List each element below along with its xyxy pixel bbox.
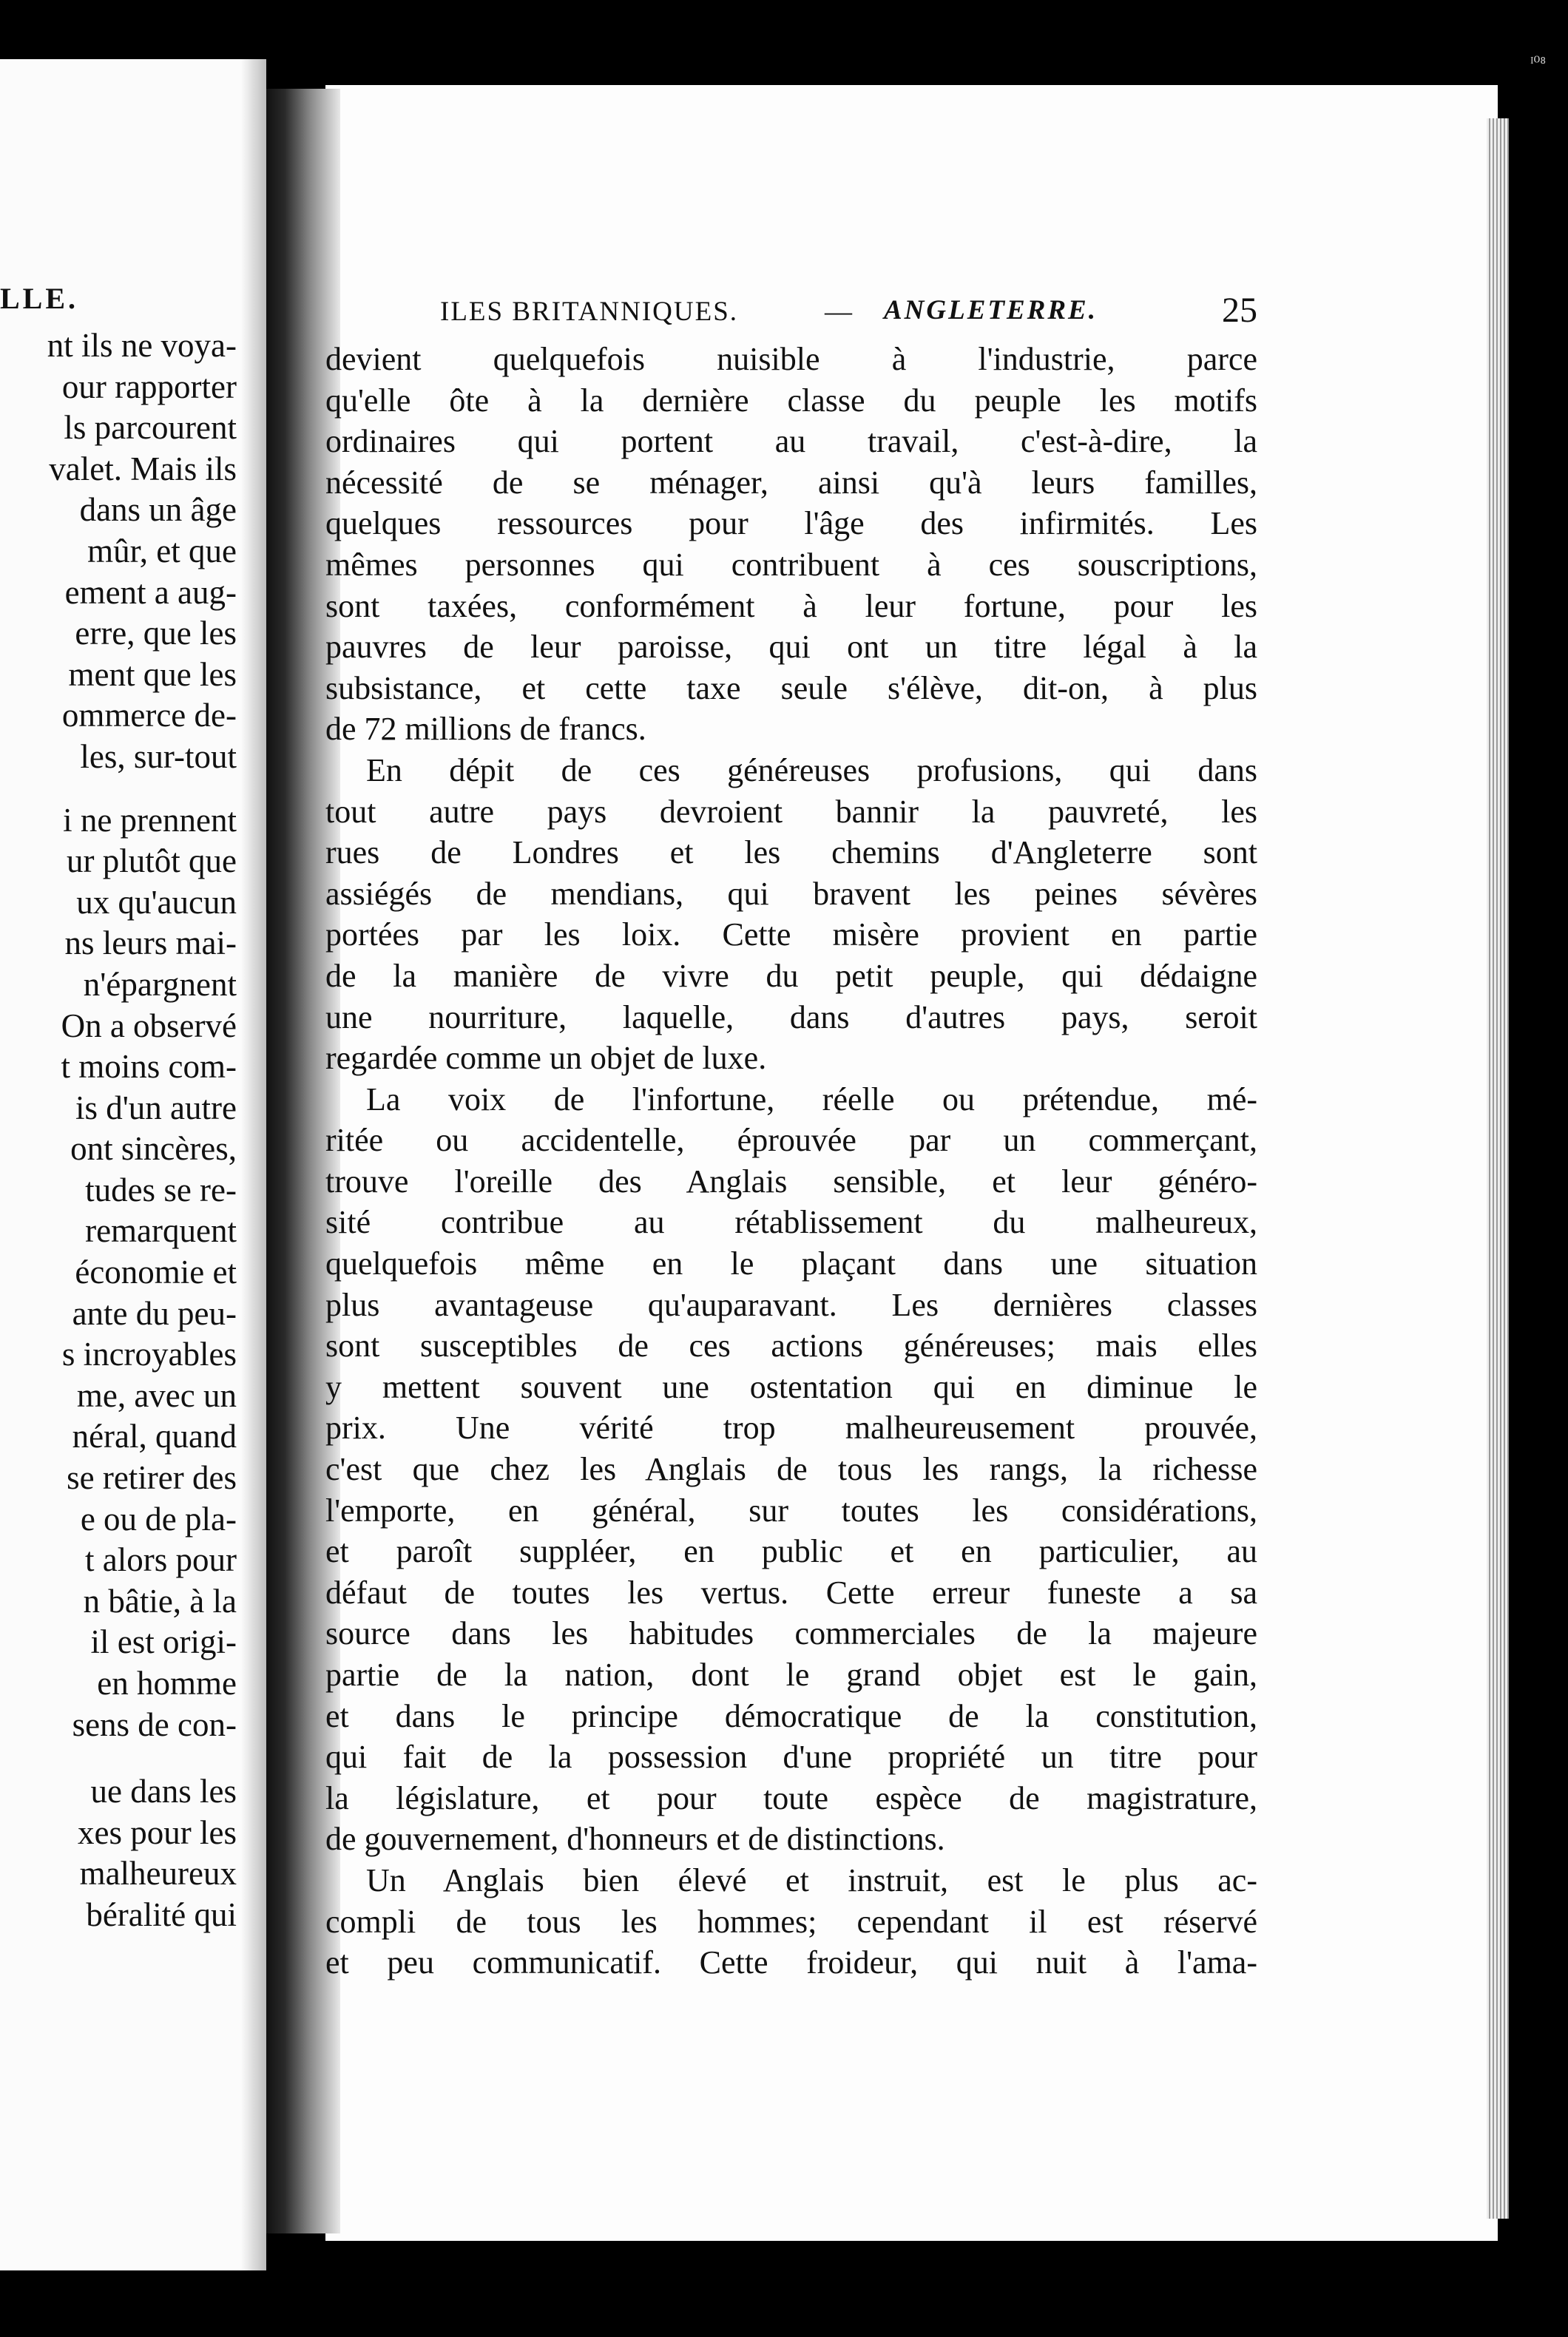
left-page-shadow — [241, 59, 266, 2270]
text-line: défaut de toutes les vertus. Cette erreur funeste a sa — [325, 1574, 1257, 1611]
left-line: xes pour les — [78, 1813, 237, 1851]
text-line: source dans les habitudes commerciales de la majeure — [325, 1615, 1257, 1652]
left-line: e ou de pla- — [80, 1500, 237, 1538]
header-dash: — — [825, 297, 852, 327]
left-line: sens de con- — [72, 1705, 237, 1743]
text-line: l'emporte, en général, sur toutes les considérations, — [325, 1492, 1257, 1529]
left-line: ont sincères, — [70, 1130, 237, 1168]
left-line: se retirer des — [67, 1459, 237, 1497]
text-line: et paroît suppléer, en public et en particulier, au — [325, 1533, 1257, 1570]
text-line: nécessité de se ménager, ainsi qu'à leurs familles, — [325, 464, 1257, 501]
text-line: quelquefois même en le plaçant dans une situation — [325, 1245, 1257, 1282]
page-edges — [1487, 118, 1509, 2219]
left-line: t moins com- — [61, 1048, 237, 1086]
left-line: our rapporter — [61, 368, 237, 405]
text-line: ritée ou accidentelle, éprouvée par un commerçant, — [325, 1122, 1257, 1159]
text-line: mêmes personnes qui contribuent à ces souscriptions, — [325, 546, 1257, 583]
left-line: t alors pour — [85, 1541, 237, 1579]
text-line: plus avantageuse qu'auparavant. Les dernières classes — [325, 1286, 1257, 1323]
text-line: c'est que chez les Anglais de tous les rangs, la richesse — [325, 1451, 1257, 1488]
text-line: sont susceptibles de ces actions généreuses; mais elles — [325, 1328, 1257, 1364]
left-line: n bâtie, à la — [83, 1582, 237, 1620]
text-line: tout autre pays devroient bannir la pauvreté, les — [325, 793, 1257, 830]
left-line: tudes se re- — [85, 1171, 237, 1208]
text-line: compli de tous les hommes; cependant il est réservé — [325, 1903, 1257, 1940]
left-line: is d'un autre — [75, 1089, 237, 1126]
text-line: ordinaires qui portent au travail, c'est-à-dire, la — [325, 423, 1257, 460]
page-number: 25 — [1222, 291, 1257, 330]
text-line: Un Anglais bien élevé et instruit, est le plus ac- — [366, 1861, 1257, 1898]
text-line: la législature, et pour toute espèce de magistrature, — [325, 1779, 1257, 1816]
text-line: rues de Londres et les chemins d'Angleterre sont — [325, 834, 1257, 871]
text-line: trouve l'oreille des Anglais sensible, et leur généro- — [325, 1163, 1257, 1200]
text-line: sont taxées, conformément à leur fortune, pour les — [325, 587, 1257, 624]
text-line: y mettent souvent une ostentation qui en diminue le — [325, 1368, 1257, 1405]
left-line: malheureux — [79, 1855, 237, 1893]
left-line: ue dans les — [90, 1773, 237, 1810]
text-line: de 72 millions de francs. — [325, 711, 646, 748]
left-line: économie et — [75, 1254, 237, 1291]
text-line: subsistance, et cette taxe seule s'élève, dit-on, à plus — [325, 669, 1257, 706]
left-line: néral, quand — [72, 1418, 237, 1455]
text-line: une nourriture, laquelle, dans d'autres pays, seroit — [325, 998, 1257, 1035]
running-header — [440, 290, 1257, 334]
text-line: regardée comme un objet de luxe. — [325, 1040, 767, 1077]
text-line: quelques ressources pour l'âge des infirmités. Les — [325, 505, 1257, 542]
text-line: partie de la nation, dont le grand objet est le gain, — [325, 1657, 1257, 1693]
left-line: On a observé — [61, 1007, 237, 1044]
header-subtitle: ANGLETERRE. — [884, 295, 1098, 325]
left-line: s incroyables — [61, 1336, 237, 1373]
left-line: ls parcourent — [64, 409, 237, 447]
text-line: En dépit de ces généreuses profusions, qui dans — [366, 751, 1257, 788]
text-line: pauvres de leur paroisse, qui ont un titre légal à la — [325, 629, 1257, 666]
text-line: La voix de l'infortune, réelle ou prétendue, mé- — [366, 1080, 1257, 1117]
corner-mark: ᴵ⁰⁸ — [1530, 53, 1546, 72]
left-line: ante du peu- — [72, 1294, 237, 1332]
left-line: ns leurs mai- — [64, 924, 237, 962]
left-line: ment que les — [68, 655, 237, 693]
left-line: béralité qui — [86, 1895, 237, 1933]
left-line: me, avec un — [76, 1376, 237, 1414]
header-title: ILES BRITANNIQUES. — [440, 297, 739, 327]
left-page — [0, 59, 266, 2270]
left-line: remarquent — [85, 1212, 237, 1250]
text-line: assiégés de mendians, qui bravent les peines sévères — [325, 875, 1257, 912]
left-line: nt ils ne voya- — [47, 327, 237, 364]
text-line: qui fait de la possession d'une propriété un titre pour — [325, 1739, 1257, 1776]
left-line: ux qu'aucun — [76, 883, 237, 921]
body-text — [325, 339, 1257, 1983]
left-line: ement a aug- — [64, 573, 237, 611]
left-line: valet. Mais ils — [49, 450, 237, 487]
text-line: et dans le principe démocratique de la constitution, — [325, 1697, 1257, 1734]
left-line: en homme — [97, 1665, 237, 1702]
text-line: sité contribue au rétablissement du malheureux, — [325, 1204, 1257, 1241]
text-line: prix. Une vérité trop malheureusement prouvée, — [325, 1410, 1257, 1447]
text-line: qu'elle ôte à la dernière classe du peuple les motifs — [325, 382, 1257, 419]
left-line: i ne prennent — [63, 801, 237, 839]
text-line: portées par les loix. Cette misère provient en partie — [325, 916, 1257, 953]
left-line: les, sur-tout — [80, 737, 237, 775]
left-line: n'épargnent — [83, 965, 237, 1003]
left-page-text — [0, 325, 237, 1936]
left-line: il est origi- — [90, 1623, 237, 1661]
left-line: dans un âge — [79, 491, 237, 529]
text-line: devient quelquefois nuisible à l'industrie, parce — [325, 341, 1257, 377]
text-line: de gouvernement, d'honneurs et de distinctions. — [325, 1821, 945, 1858]
left-line: ommerce de- — [61, 697, 237, 734]
left-line: erre, que les — [75, 615, 237, 652]
text-line: et peu communicatif. Cette froideur, qui nuit à l'ama- — [325, 1944, 1257, 1981]
text-line: de la manière de vivre du petit peuple, qui dédaigne — [325, 957, 1257, 994]
left-line: ur plutôt que — [67, 842, 237, 880]
left-line: mûr, et que — [87, 532, 237, 569]
left-page-header: LLE. — [0, 282, 79, 315]
